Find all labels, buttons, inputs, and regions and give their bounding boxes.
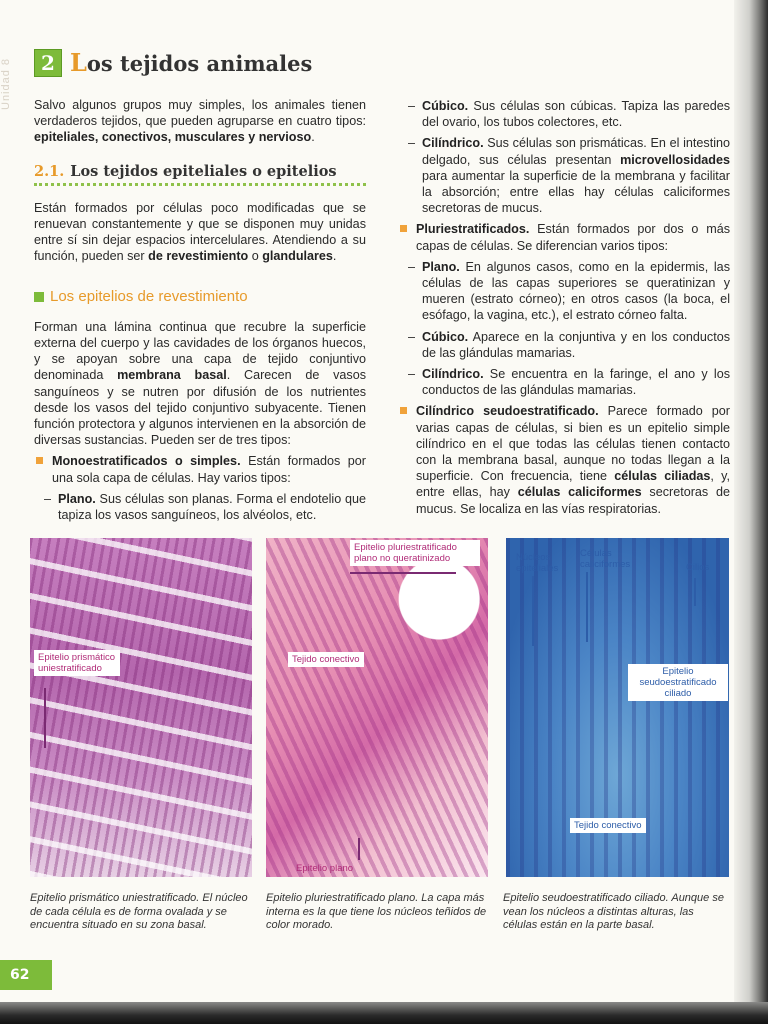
label-pointer [350, 572, 456, 574]
square-bullet-icon [400, 225, 407, 232]
section-paragraph: Están formados por células poco modificadas que se renuevan constantemente y que se disponen muy unidas entre sí sin dejar espacios intercelulares. Atendiendo a su función, pueden ser de revestimiento o glandulares. [34, 200, 366, 264]
label-pointer [358, 838, 360, 860]
list-item: – Cilíndrico. Sus células son prismáticas. En el intestino delgado, sus células presentan microvellosidades para aumentar la superficie de la membrana y facilitar la absorción; entre ellas hay células caliciformes secretoras de mucus. [408, 136, 730, 216]
square-bullet-icon [34, 292, 44, 302]
label-epitelio-plano: Epitelio plano [296, 863, 354, 874]
label-tejido-conectivo: Tejido conectivo [570, 818, 646, 833]
label-epitelio-seudoestratificado: Epitelio seudoestratificado ciliado [628, 664, 728, 701]
side-tab: Unidad 8 [0, 57, 12, 110]
right-column [398, 98, 730, 517]
micrograph-prismatic [30, 538, 252, 877]
caption-fig3: Epitelio seudoestratificado ciliado. Aunque se vean los núcleos a distintas alturas, las células están en la parte basal. [503, 892, 724, 931]
title-first-letter: L [70, 48, 87, 77]
caption-fig2: Epitelio pluriestratificado plano. La capa más interna es la que tiene los núcleos teñidos de color morado. [266, 892, 487, 931]
list-item: Monoestratificados o simples. Están formados por una sola capa de células. Hay varios tipos: [34, 453, 366, 485]
micrograph-pseudostratified [506, 538, 729, 877]
label-cilios: Cilios [686, 562, 710, 573]
list-item: – Plano. En algunos casos, como en la epidermis, las células de las capas superiores se queratinizan y mueren (estrato córneo); en otros casos (la boca, el esófago, la vagina, etc.), el estrato córneo falta. [408, 259, 730, 323]
label-celulas-caliciformes: Células caliciformes [580, 548, 631, 570]
square-bullet-icon [400, 407, 407, 414]
label-pointer [586, 572, 588, 642]
list-item: – Cúbico. Sus células son cúbicas. Tapiza las paredes del ovario, los tubos colectores, etc. [408, 99, 730, 130]
subsection-heading: Los epitelios de revestimiento [34, 289, 366, 305]
page-number: 62 [0, 960, 52, 990]
caption-fig1: Epitelio prismático uniestratificado. El núcleo de cada célula es de forma ovalada y se encuentra situado en su zona basal. [30, 892, 248, 931]
label-pointer [694, 578, 696, 606]
page-edge-shadow [734, 0, 768, 1024]
section-number-badge: 2 [34, 49, 62, 77]
list-item: – Cilíndrico. Se encuentra en la faringe, el ano y los conductos de las glándulas mamarias. [408, 367, 730, 398]
section-heading: 2.1. Los tejidos epiteliales o epitelios [34, 164, 366, 186]
revestimiento-paragraph: Forman una lámina continua que recubre la superficie externa del cuerpo y las cavidades de los órganos huecos, y se apoyan sobre una capa de tejido conjuntivo denominada membrana basal. Carecen de vasos sanguíneos y se nutren por difusión de los nutrientes desde los vasos del tejido conjuntivo subyacente. Tienen función protectora y algunos intervienen en la absorción de diversas sustancias. Pueden ser de tres tipos: [34, 319, 366, 448]
label-tejido-conectivo: Tejido conectivo [288, 652, 364, 667]
list-item: Pluriestratificados. Están formados por dos o más capas de células. Se diferencian varios tipos: [398, 221, 730, 253]
left-column [34, 97, 366, 523]
micrograph-figures [30, 538, 730, 883]
label-epitelio-prismatico: Epitelio prismático uniestratificado [34, 650, 120, 676]
label-pointer [532, 576, 534, 646]
list-item: Cilíndrico seudoestratificado. Parece formado por varias capas de células, si bien es un epitelio simple cilíndrico en el que todas las células tienen contacto con la membrana basal, aunque no todas llegan a la superficie. Con frecuencia, tiene células ciliadas, y, entre ellas, hay células caliciformes secretoras de mucus. Se localiza en las vías respiratorias. [398, 403, 730, 516]
micrograph-stratified-squamous [266, 538, 488, 877]
label-epitelio-pluriestratificado: Epitelio pluriestratificado plano no queratinizado [350, 540, 480, 566]
label-pointer [44, 688, 46, 748]
intro-paragraph: Salvo algunos grupos muy simples, los animales tienen verdaderos tejidos, que pueden agruparse en cuatro tipos: epiteliales, conectivos, musculares y nervioso. [34, 98, 366, 145]
title-text: os tejidos animales [86, 51, 313, 76]
list-item: – Cúbico. Aparece en la conjuntiva y en los conductos de las glándulas mamarias. [408, 329, 730, 360]
page-title [34, 48, 312, 77]
page-bottom-shadow [0, 1002, 768, 1024]
square-bullet-icon [36, 457, 43, 464]
list-item: – Plano. Sus células son planas. Forma el endotelio que tapiza los vasos sanguíneos, los alvéolos, etc. [44, 491, 366, 523]
label-nucleos-epiteliales: Núcleos epiteliales [516, 552, 559, 574]
